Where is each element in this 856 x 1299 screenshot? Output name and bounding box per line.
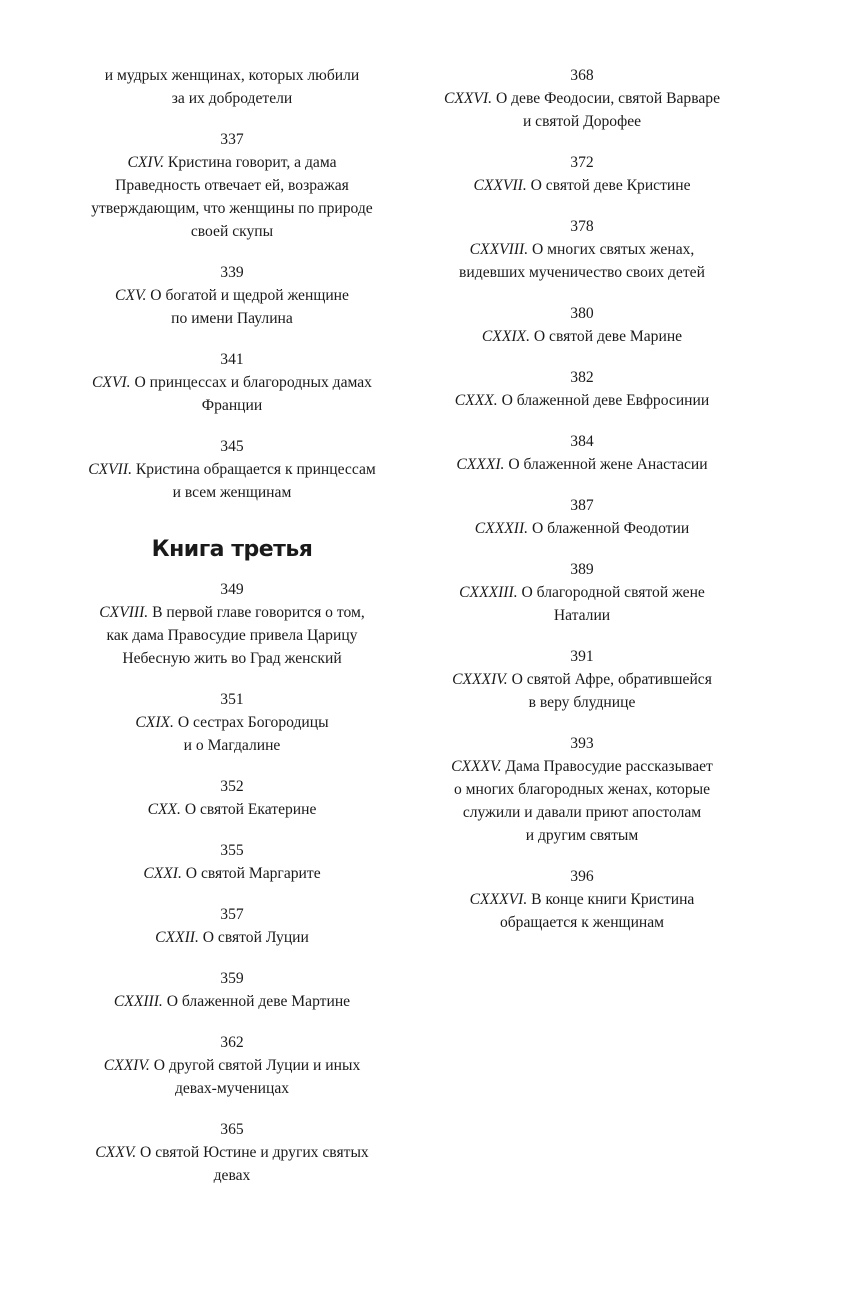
chapter-number: CXV. <box>115 287 147 304</box>
right-column <box>412 64 752 952</box>
entry-title-line: Небесную жить во Град женский <box>122 650 342 667</box>
entry-title-line <box>412 87 752 110</box>
chapter-title: О принцессах и благородных дамах <box>130 374 372 391</box>
toc-entry <box>62 261 402 330</box>
entry-title-line <box>62 284 402 307</box>
entry-title-line: своей скупы <box>190 223 274 240</box>
chapter-title: О блаженной жене Анастасии <box>504 456 708 473</box>
page-number: 357 <box>220 906 244 923</box>
chapter-title: О святой Луции <box>198 929 309 946</box>
toc-entry <box>412 64 752 133</box>
chapter-number: CXVII. <box>88 461 132 478</box>
chapter-number: CXXXV. <box>451 758 502 775</box>
page-number: 378 <box>570 218 594 235</box>
entry-title-line <box>62 371 402 394</box>
chapter-number: CXXIII. <box>113 993 163 1010</box>
entry-title-line <box>62 862 402 885</box>
entry-title-line: по имени Паулина <box>171 310 293 327</box>
toc-entries-right <box>412 64 752 934</box>
chapter-title: О сестрах Богородицы <box>173 714 329 731</box>
page-number: 365 <box>220 1121 244 1138</box>
chapter-title: О благородной святой жене <box>517 584 705 601</box>
chapter-title: О святой Юстине и других святых <box>136 1144 369 1161</box>
page-number: 339 <box>220 264 244 281</box>
toc-entry <box>412 865 752 934</box>
continuation-line: за их добродетели <box>171 90 293 107</box>
entry-title-line: служили и давали приют апостолам <box>462 804 702 821</box>
chapter-title: О святой Афре, обратившейся <box>507 671 712 688</box>
chapter-title: О деве Феодосии, святой Варваре <box>492 90 720 107</box>
continuation-line: и мудрых женщинах, которых любили <box>104 67 360 84</box>
page-number: 368 <box>570 67 594 84</box>
entry-title-line: как дама Правосудие привела Царицу <box>106 627 358 644</box>
entry-title-line <box>412 325 752 348</box>
chapter-number: CXXVI. <box>443 90 493 107</box>
page-number: 384 <box>570 433 594 450</box>
page-number: 359 <box>220 970 244 987</box>
chapter-title: О богатой и щедрой женщине <box>146 287 349 304</box>
chapter-title: Дама Правосудие рассказывает <box>501 758 713 775</box>
page-number: 341 <box>220 351 244 368</box>
entry-title-line: обращается к женщинам <box>499 914 665 931</box>
toc-entry <box>62 839 402 885</box>
entry-title-line <box>62 1141 402 1164</box>
entry-title-line <box>62 151 402 174</box>
chapter-number: CXXXII. <box>474 520 529 537</box>
left-column <box>62 64 402 1205</box>
toc-entry <box>412 558 752 627</box>
chapter-number: CXXII. <box>155 929 199 946</box>
entry-title-line: утверждающим, что женщины по природе <box>91 200 373 217</box>
page-number: 362 <box>220 1034 244 1051</box>
chapter-number: CXVI. <box>92 374 131 391</box>
chapter-number: CXXXIV. <box>452 671 508 688</box>
toc-entry <box>412 732 752 847</box>
chapter-number: CXX. <box>147 801 181 818</box>
entry-title-line: и о Магдалине <box>183 737 281 754</box>
chapter-number: CXXV. <box>95 1144 137 1161</box>
entry-title-line: и святой Дорофее <box>522 113 642 130</box>
chapter-number: CXXIV. <box>103 1057 150 1074</box>
book-heading: Книга третья <box>151 537 313 562</box>
chapter-number: CXXI. <box>143 865 182 882</box>
entry-title-line <box>412 174 752 197</box>
chapter-title: О блаженной деве Мартине <box>162 993 351 1010</box>
page-number: 382 <box>570 369 594 386</box>
chapter-number: CXXXIII. <box>459 584 518 601</box>
toc-entry <box>412 645 752 714</box>
entry-title-line <box>412 755 752 778</box>
page-number: 352 <box>220 778 244 795</box>
toc-entry <box>412 430 752 476</box>
toc-entry <box>412 302 752 348</box>
chapter-title: О святой деве Кристине <box>526 177 691 194</box>
entry-title-line: Праведность отвечает ей, возражая <box>115 177 349 194</box>
entry-title-line: о многих благородных женах, которые <box>453 781 711 798</box>
toc-entry <box>412 366 752 412</box>
chapter-number: CXXVIII. <box>469 241 529 258</box>
entry-title-line <box>62 458 402 481</box>
toc-entry <box>412 494 752 540</box>
entry-title-line <box>62 798 402 821</box>
entry-title-line <box>412 581 752 604</box>
chapter-number: CXIV. <box>127 154 165 171</box>
chapter-title: О святой Маргарите <box>181 865 321 882</box>
chapter-title: В первой главе говорится о том, <box>148 604 365 621</box>
chapter-title: Кристина обращается к принцессам <box>131 461 376 478</box>
chapter-title: О святой деве Марине <box>529 328 683 345</box>
page-number: 393 <box>570 735 594 752</box>
entry-title-line <box>412 238 752 261</box>
entry-title-line <box>412 668 752 691</box>
entry-title-line <box>62 711 402 734</box>
entry-title-line: девах <box>213 1167 251 1184</box>
chapter-title: О многих святых женах, <box>528 241 695 258</box>
entry-title-line <box>412 517 752 540</box>
chapter-number: CXXXVI. <box>469 891 528 908</box>
entry-title-line: видевших мученичество своих детей <box>459 264 705 281</box>
toc-entry <box>62 775 402 821</box>
toc-entry <box>62 435 402 504</box>
chapter-title: О блаженной Феодотии <box>528 520 690 537</box>
toc-entry <box>62 348 402 417</box>
page-number: 391 <box>570 648 594 665</box>
page-number: 337 <box>220 131 244 148</box>
toc-entries-part-two <box>62 128 402 504</box>
entry-title-line <box>62 1054 402 1077</box>
entry-title-line <box>62 601 402 624</box>
entry-title-line <box>412 453 752 476</box>
entry-title-line <box>62 990 402 1013</box>
chapter-number: CXXX. <box>454 392 498 409</box>
entry-title-line: в веру блуднице <box>528 694 636 711</box>
toc-entry <box>62 1031 402 1100</box>
chapter-title: О блаженной деве Евфросинии <box>497 392 710 409</box>
toc-entry <box>62 903 402 949</box>
page-number: 380 <box>570 305 594 322</box>
entry-title-line: Франции <box>201 397 263 414</box>
continuation-text <box>62 64 402 110</box>
page-number: 349 <box>220 581 244 598</box>
chapter-title: О другой святой Луции и иных <box>149 1057 361 1074</box>
chapter-title: В конце книги Кристина <box>527 891 695 908</box>
entry-title-line <box>412 389 752 412</box>
entry-title-line: и всем женщинам <box>172 484 292 501</box>
page-number: 351 <box>220 691 244 708</box>
chapter-title: Кристина говорит, а дама <box>164 154 337 171</box>
page-number: 345 <box>220 438 244 455</box>
chapter-number: CXXVII. <box>473 177 527 194</box>
chapter-number: CXIX. <box>135 714 174 731</box>
chapter-number: CXVIII. <box>99 604 149 621</box>
page-number: 396 <box>570 868 594 885</box>
entry-title-line <box>412 888 752 911</box>
entry-title-line <box>62 926 402 949</box>
page-number: 389 <box>570 561 594 578</box>
entry-title-line: и другим святым <box>525 827 639 844</box>
chapter-title: О святой Екатерине <box>180 801 317 818</box>
chapter-number: CXXXI. <box>456 456 505 473</box>
toc-entry <box>62 1118 402 1187</box>
entry-title-line: Наталии <box>553 607 611 624</box>
toc-entry <box>62 128 402 243</box>
toc-entries-part-three <box>62 578 402 1187</box>
toc-entry <box>62 688 402 757</box>
entry-title-line: девах-мученицах <box>174 1080 290 1097</box>
page-number: 355 <box>220 842 244 859</box>
toc-entry <box>412 151 752 197</box>
toc-entry <box>62 967 402 1013</box>
page-number: 387 <box>570 497 594 514</box>
page-number: 372 <box>570 154 594 171</box>
toc-entry <box>412 215 752 284</box>
chapter-number: CXXIX. <box>481 328 530 345</box>
toc-entry <box>62 578 402 670</box>
